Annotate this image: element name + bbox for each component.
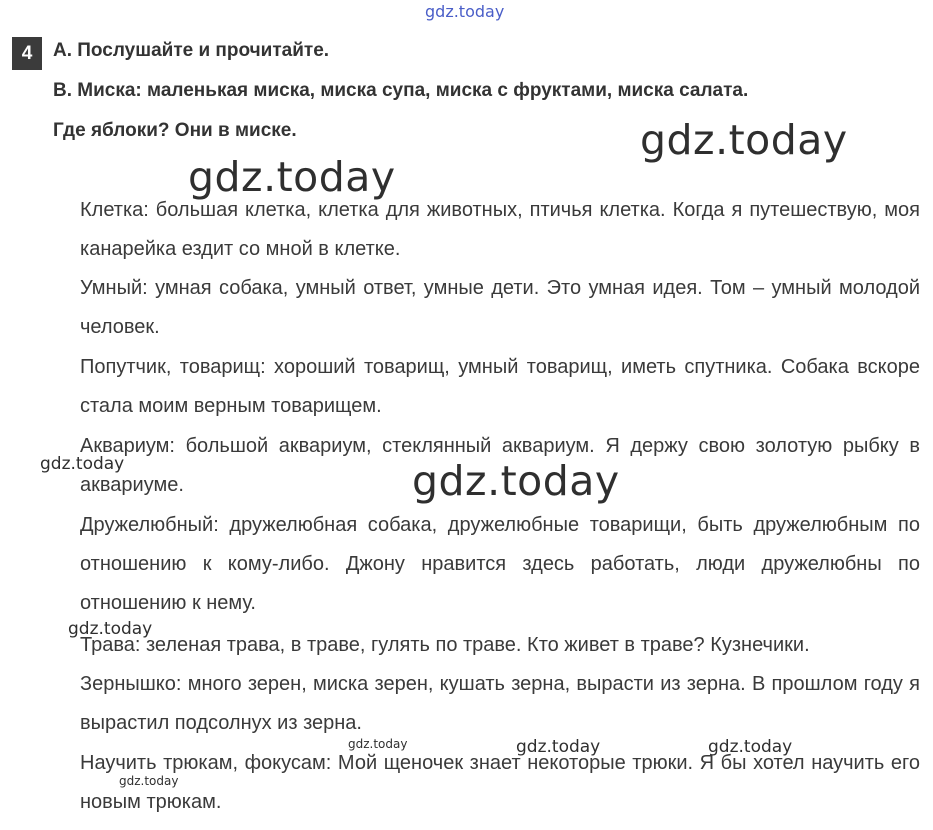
watermark-medium-1: gdz.today — [40, 454, 125, 474]
watermark-medium-2: gdz.today — [68, 619, 153, 639]
paragraph-trava: Трава: зеленая трава, в траве, гулять по траве. Кто живет в траве? Кузнечики. — [80, 634, 810, 656]
watermark-top: gdz.today — [425, 2, 505, 21]
watermark-small-1: gdz.today — [348, 737, 408, 751]
watermark-medium-3: gdz.today — [516, 737, 601, 757]
watermark-small-2: gdz.today — [119, 774, 179, 788]
paragraph-akvarium: Аквариум: большой аквариум, стеклянный аквариум. Я держу свою золотую рыбку в аквариуме. — [80, 435, 920, 496]
part-a-heading: А. Послушайте и прочитайте. — [53, 40, 330, 61]
watermark-large-2: gdz.today — [188, 153, 396, 201]
exercise-number: 4 — [12, 37, 42, 70]
paragraph-zernyshko: Зернышко: много зерен, миска зерен, кушать зерна, вырасти из зерна. В прошлом году я вырастил подсолнух из зерна. — [80, 673, 920, 734]
watermark-large-1: gdz.today — [640, 116, 848, 164]
watermark-large-3: gdz.today — [412, 457, 620, 505]
part-b-line-2: Где яблоки? Они в миске. — [53, 120, 297, 141]
part-b-line-1: В. Миска: маленькая миска, миска супа, миска с фруктами, миска салата. — [53, 80, 749, 101]
paragraph-umny: Умный: умная собака, умный ответ, умные дети. Это умная идея. Том – умный молодой человек. — [80, 277, 920, 338]
watermark-medium-4: gdz.today — [708, 737, 793, 757]
paragraph-kletka: Клетка: большая клетка, клетка для животных, птичья клетка. Когда я путешествую, моя канарейка ездит со мной в клетке. — [80, 199, 920, 260]
paragraph-druzhelyubny: Дружелюбный: дружелюбная собака, дружелюбные товарищи, быть дружелюбным по отношению к кому-либо. Джону нравится здесь работать, люди дружелюбны по отношению к нему. — [80, 514, 920, 614]
paragraph-nauchit: Научить трюкам, фокусам: Мой щеночек знает некоторые трюки. Я бы хотел научить его новым трюкам. — [80, 752, 920, 813]
paragraph-poputchik: Попутчик, товарищ: хороший товарищ, умный товарищ, иметь спутника. Собака вскоре стала моим верным товарищем. — [80, 356, 920, 417]
